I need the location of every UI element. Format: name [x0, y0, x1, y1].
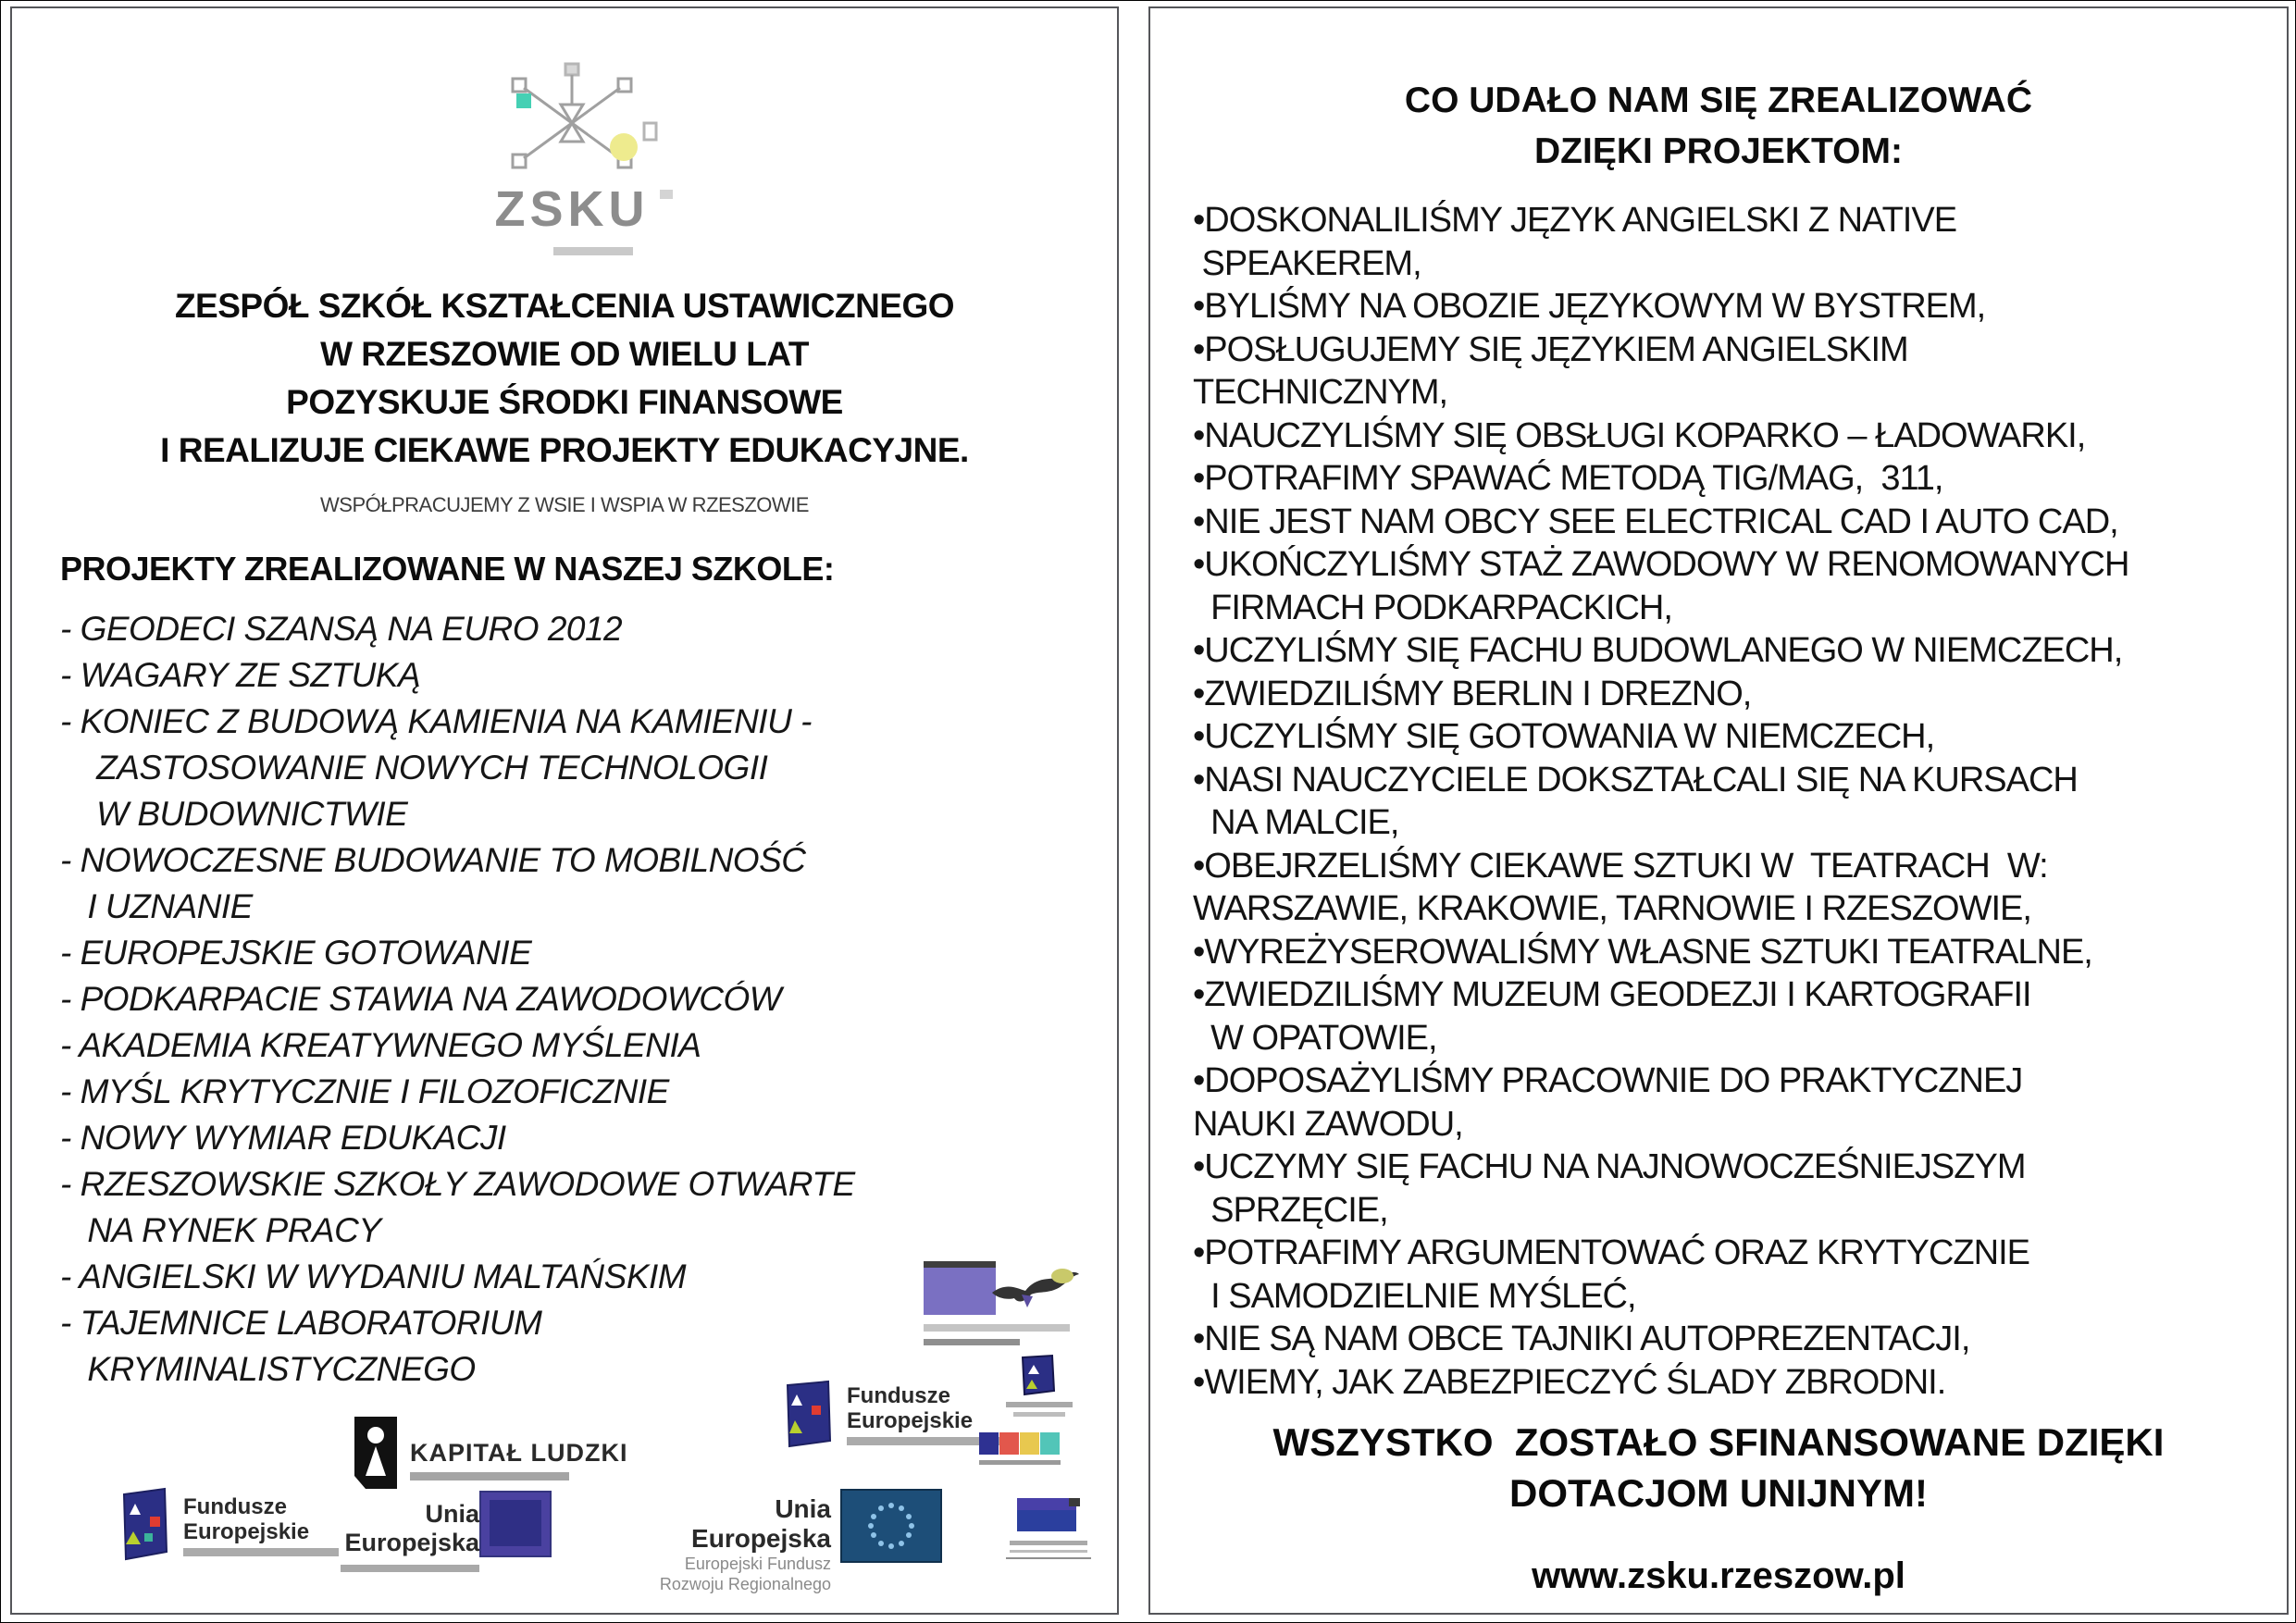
achievement-line: FIRMACH PODKARPACKICH,: [1193, 588, 1672, 627]
achievement-line: •UKOŃCZYLIŚMY STAŻ ZAWODOWY W RENOMOWANYCH: [1193, 545, 2129, 584]
unia-efs-title: Unia Europejska: [344, 1500, 479, 1556]
fundusze-regional-label: Fundusze Europejskie: [847, 1383, 974, 1433]
achievements-list: [1193, 199, 2128, 1404]
color-block-teal: [1040, 1432, 1060, 1455]
zsku-logo-text: ZSKU: [494, 181, 650, 237]
bird-icon: [990, 1263, 1083, 1319]
heading-line: W RZESZOWIE OD WIELU LAT: [320, 335, 809, 373]
bird-logo-textbar: [924, 1324, 1070, 1332]
kapital-ludzki-icon: [353, 1415, 399, 1493]
small-flag-icon: [1019, 1354, 1060, 1398]
heading-line: DZIĘKI PROJEKTOM:: [1534, 131, 1903, 171]
heading-line: ZESPÓŁ SZKÓŁ KSZTAŁCENIA USTAWICZNEGO: [174, 287, 955, 325]
achievement-line: •DOSKONALILIŚMY JĘZYK ANGIELSKI Z NATIVE: [1193, 201, 1957, 240]
unia-efrr-title: Unia Europejska: [691, 1494, 831, 1553]
project-line: - GEODECI SZANSĄ NA EURO 2012: [60, 610, 623, 648]
achievement-line: I SAMODZIELNIE MYŚLEĆ,: [1193, 1276, 1636, 1316]
achievement-line: •UCZYLIŚMY SIĘ GOTOWANIA W NIEMCZECH,: [1193, 717, 1935, 756]
achievement-line: •ZWIEDZILIŚMY MUZEUM GEODEZJI I KARTOGRAFII: [1193, 975, 2031, 1014]
project-line: - ANGIELSKI W WYDANIU MALTAŃSKIM: [60, 1258, 687, 1295]
project-line: - EUROPEJSKIE GOTOWANIE: [60, 934, 532, 972]
heading-line: POZYSKUJE ŚRODKI FINANSOWE: [286, 383, 843, 421]
colorful-logo-underline: [979, 1460, 1061, 1465]
bird-logo-textbar: [924, 1339, 1020, 1345]
bird-logo-square: [924, 1261, 996, 1315]
achievement-line: •UCZYLIŚMY SIĘ FACHU BUDOWLANEGO W NIEMCZECH,: [1193, 631, 2123, 670]
project-line: - WAGARY ZE SZTUKĄ: [60, 656, 421, 694]
achievement-line: •ZWIEDZILIŚMY BERLIN I DREZNO,: [1193, 674, 1752, 713]
achievement-line: •WYREŻYSEROWALIŚMY WŁASNE SZTUKI TEATRALNE,: [1193, 932, 2092, 972]
achievement-line: •NIE SĄ NAM OBCE TAJNIKI AUTOPREZENTACJI,: [1193, 1319, 1970, 1358]
achievement-line: •OBEJRZELIŚMY CIEKAWE SZTUKI W TEATRACH W:: [1193, 846, 2048, 886]
color-block-red: [999, 1432, 1019, 1455]
achievement-line: •BYLIŚMY NA OBOZIE JĘZYKOWYM W BYSTREM,: [1193, 287, 1986, 326]
logo-teal-accent: [516, 93, 531, 108]
unia-efrr-subtitle: Rozwoju Regionalnego: [659, 1575, 831, 1593]
zsku-school-logo-icon: [479, 62, 664, 184]
project-line: - AKADEMIA KREATYWNEGO MYŚLENIA: [60, 1026, 701, 1064]
project-line: - KONIEC Z BUDOWĄ KAMIENIA NA KAMIENIU -: [60, 702, 812, 740]
cooperation-subheading: WSPÓŁPRACUJEMY Z WSIE I WSPIA W RZESZOWIE: [320, 493, 809, 516]
achievement-line: WARSZAWIE, KRAKOWIE, TARNOWIE I RZESZOWIE,: [1193, 889, 2031, 928]
achievement-line: •POTRAFIMY ARGUMENTOWAĆ ORAZ KRYTYCZNIE: [1193, 1233, 2029, 1272]
achievement-line: NA MALCIE,: [1193, 803, 1399, 842]
project-line: I UZNANIE: [60, 887, 253, 925]
achievement-line: •POTRAFIMY SPAWAĆ METODĄ TIG/MAG, 311,: [1193, 459, 1943, 498]
right-page-heading: [1150, 75, 2287, 177]
logo-yellow-accent: [610, 133, 638, 161]
eu-flag-efrr-icon: [840, 1489, 942, 1563]
achievement-line: •UCZYMY SIĘ FACHU NA NAJNOWOCZEŚNIEJSZYM: [1193, 1147, 2026, 1186]
left-page-heading: [12, 282, 1117, 475]
kapital-ludzki-logo: [353, 1415, 630, 1498]
fundusze-label: Fundusze Europejskie: [183, 1494, 310, 1544]
achievement-line: •NIE JEST NAM OBCY SEE ELECTRICAL CAD I AUTO CAD,: [1193, 502, 2118, 541]
small-program-textbar: [1010, 1550, 1087, 1553]
small-program-notch: [1069, 1498, 1080, 1506]
achievement-line: •NAUCZYLIŚMY SIĘ OBSŁUGI KOPARKO – ŁADOWARKI,: [1193, 415, 2086, 455]
colorful-program-logo: [979, 1432, 1064, 1471]
fundusze-europejskie-logo: [118, 1485, 359, 1578]
zsku-logo-tick: [660, 190, 673, 199]
achievement-line: TECHNICZNYM,: [1193, 373, 1448, 412]
project-line: - PODKARPACIE STAWIA NA ZAWODOWCÓW: [60, 980, 782, 1018]
project-line: - NOWY WYMIAR EDUKACJI: [60, 1119, 506, 1157]
project-line: ZASTOSOWANIE NOWYCH TECHNOLOGII: [60, 749, 768, 787]
achievement-line: SPRZĘCIE,: [1193, 1190, 1388, 1230]
achievement-line: •WIEMY, JAK ZABEZPIECZYĆ ŚLADY ZBRODNI.: [1193, 1362, 1946, 1402]
project-line: - RZESZOWSKIE SZKOŁY ZAWODOWE OTWARTE: [60, 1165, 855, 1203]
small-flag-textbar: [1013, 1412, 1065, 1417]
project-line: NA RYNEK PRACY: [60, 1211, 381, 1249]
fundusze-flag-icon: [782, 1380, 836, 1450]
projects-list: [60, 606, 855, 1393]
fundusze-subtitle-bar: [183, 1548, 339, 1556]
page-right: [1148, 6, 2289, 1615]
eu-flag-efs-icon: [479, 1491, 552, 1557]
achievement-line: •POSŁUGUJEMY SIĘ JĘZYKIEM ANGIELSKIM: [1193, 329, 1908, 369]
unia-europejska-efs-label: [329, 1500, 479, 1572]
eu-flag-inner: [490, 1500, 541, 1546]
color-block-blue: [979, 1432, 999, 1455]
small-flag-logo: [1002, 1354, 1076, 1432]
funding-statement: [1150, 1417, 2287, 1518]
small-program-rule: [1006, 1557, 1091, 1559]
achievement-line: •NASI NAUCZYCIELE DOKSZTAŁCALI SIĘ NA KURSACH: [1193, 760, 2078, 799]
funding-line: WSZYSTKO ZOSTAŁO SFINANSOWANE DZIĘKI: [1272, 1420, 2165, 1464]
funding-line: DOTACJOM UNIJNYM!: [1509, 1471, 1928, 1515]
page-left: [10, 6, 1119, 1615]
projects-section-title: PROJEKTY ZREALIZOWANE W NASZEJ SZKOLE:: [60, 550, 835, 588]
program-bird-logo: [914, 1256, 1090, 1357]
kapital-ludzki-label: KAPITAŁ LUDZKI: [410, 1439, 628, 1467]
project-line: - NOWOCZESNE BUDOWANIE TO MOBILNOŚĆ: [60, 841, 806, 879]
project-line: W BUDOWNICTWIE: [60, 795, 408, 833]
fundusze-flag-icon: [118, 1487, 172, 1561]
unia-europejska-efrr-label: [641, 1494, 831, 1594]
small-program-textbar: [1010, 1541, 1087, 1545]
small-program-flag: [1017, 1498, 1076, 1531]
project-line: KRYMINALISTYCZNEGO: [60, 1350, 476, 1388]
achievement-line: SPEAKEREM,: [1193, 243, 1421, 283]
achievement-line: W OPATOWIE,: [1193, 1018, 1437, 1058]
achievement-line: NAUKI ZAWODU,: [1193, 1104, 1463, 1144]
heading-line: I REALIZUJE CIEKAWE PROJEKTY EDUKACYJNE.: [160, 431, 969, 469]
heading-line: CO UDAŁO NAM SIĘ ZREALIZOWAĆ: [1404, 81, 2033, 120]
small-flag-textbar: [1006, 1402, 1073, 1407]
project-line: - MYŚL KRYTYCZNIE I FILOZOFICZNIE: [60, 1072, 669, 1110]
zsku-logo-underline: [553, 247, 633, 255]
website-url: www.zsku.rzeszow.pl: [1532, 1555, 1905, 1596]
unia-efs-subtitle-bar: [341, 1565, 479, 1572]
kapital-ludzki-subtitle-bar: [410, 1472, 569, 1481]
unia-efrr-subtitle: Europejski Fundusz: [684, 1555, 831, 1573]
color-block-yellow: [1020, 1432, 1039, 1455]
project-line: - TAJEMNICE LABORATORIUM: [60, 1304, 542, 1342]
small-program-logo: [1004, 1498, 1093, 1572]
achievement-line: •DOPOSAŻYLIŚMY PRACOWNIE DO PRAKTYCZNEJ: [1193, 1061, 2023, 1100]
